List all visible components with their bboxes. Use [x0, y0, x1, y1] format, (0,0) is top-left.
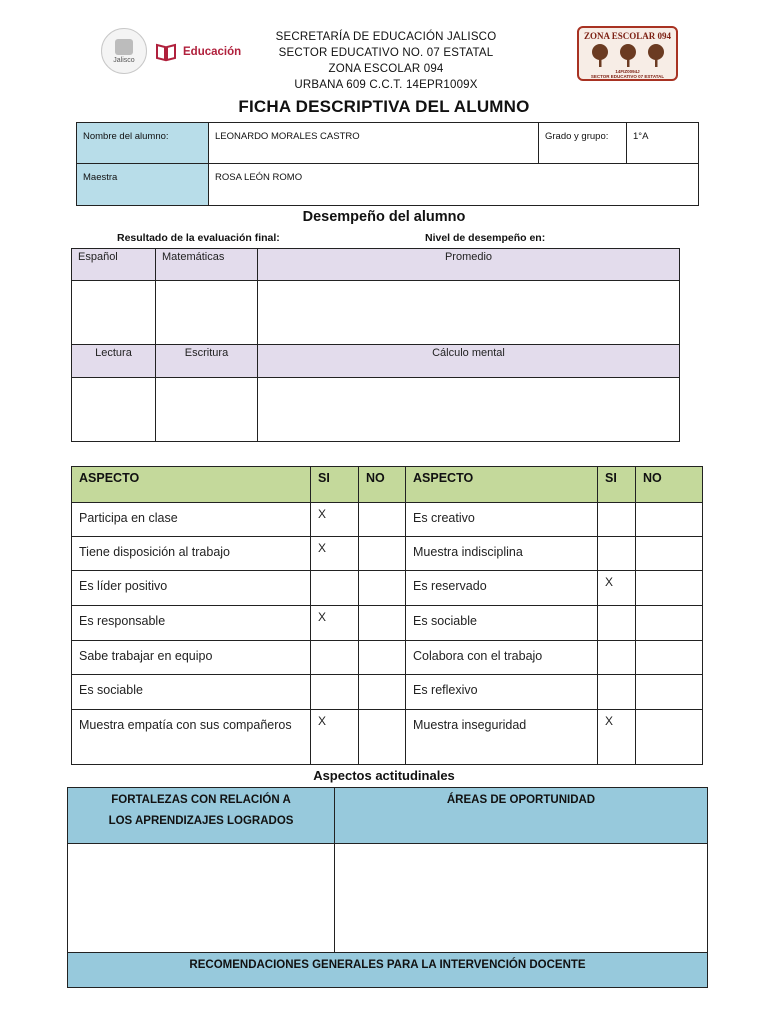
book-icon: [155, 42, 177, 62]
aspect-right-row-5: Colabora con el trabajo: [405, 640, 598, 675]
header-line-1: SECRETARÍA DE EDUCACIÓN JALISCO: [275, 31, 497, 43]
aspect-right-no-row-6[interactable]: [635, 674, 703, 710]
educacion-logo-text: Educación: [183, 46, 242, 58]
opportunity-body[interactable]: [334, 843, 708, 953]
jalisco-logo-text: Jalisco: [113, 56, 135, 64]
aspect-left-no-row-6[interactable]: [358, 674, 406, 710]
zona-escolar-badge: [577, 26, 678, 81]
aspect-left-row-1: Participa en clase: [71, 502, 311, 537]
aspect-left-no-row-1[interactable]: [358, 502, 406, 537]
aspect-left-no-row-7[interactable]: [358, 709, 406, 765]
student-name-label: Nombre del alumno:: [76, 122, 209, 164]
strengths-body[interactable]: [67, 843, 335, 953]
aspect-header-left: ASPECTO: [71, 466, 311, 503]
perf-header-matematicas: Matemáticas: [155, 248, 258, 281]
aspect-right-si-row-1[interactable]: [597, 502, 636, 537]
aspect-right-si-row-3[interactable]: X: [597, 570, 636, 606]
final-result-label: Resultado de la evaluación final:: [117, 232, 280, 244]
aspect-header-left-no: NO: [358, 466, 406, 503]
perf-value-espanol[interactable]: [71, 280, 156, 345]
badge-trees: [579, 43, 676, 69]
strengths-header: [67, 787, 335, 844]
aspect-header-left-si: SI: [310, 466, 359, 503]
aspect-right-si-row-7[interactable]: X: [597, 709, 636, 765]
strengths-header-text: FORTALEZAS CON RELACIÓN A LOS APRENDIZAJES LOGRADOS: [108, 794, 294, 827]
aspect-left-si-row-7[interactable]: X: [310, 709, 359, 765]
aspect-left-si-row-2[interactable]: X: [310, 536, 359, 571]
perf-header-calculo-mental: Cálculo mental: [257, 344, 680, 378]
aspect-right-row-2: Muestra indisciplina: [405, 536, 598, 571]
aspect-left-si-row-4[interactable]: X: [310, 605, 359, 641]
perf-header-promedio: Promedio: [257, 248, 680, 281]
jalisco-emblem-icon: [115, 39, 133, 55]
tree-icon: [643, 43, 669, 69]
aspect-left-no-row-5[interactable]: [358, 640, 406, 675]
aspect-left-row-3: Es líder positivo: [71, 570, 311, 606]
educacion-logo: [155, 42, 241, 62]
aspect-header-right-no: NO: [635, 466, 703, 503]
perf-header-espanol: Español: [71, 248, 156, 281]
page-title: FICHA DESCRIPTIVA DEL ALUMNO: [238, 97, 530, 116]
aspect-right-row-3: Es reservado: [405, 570, 598, 606]
aspect-left-row-6: Es sociable: [71, 674, 311, 710]
tree-icon: [615, 43, 641, 69]
aspect-right-no-row-3[interactable]: [635, 570, 703, 606]
aspect-right-si-row-4[interactable]: [597, 605, 636, 641]
tree-icon: [587, 43, 613, 69]
aspect-right-si-row-5[interactable]: [597, 640, 636, 675]
teacher-value: ROSA LEÓN ROMO: [208, 163, 699, 206]
perf-header-lectura: Lectura: [71, 344, 156, 378]
student-name-value: LEONARDO MORALES CASTRO: [208, 122, 539, 164]
aspect-left-no-row-4[interactable]: [358, 605, 406, 641]
performance-level-label: Nivel de desempeño en:: [425, 232, 546, 244]
aspect-left-no-row-3[interactable]: [358, 570, 406, 606]
perf-value-matematicas[interactable]: [155, 280, 258, 345]
aspects-caption: Aspectos actitudinales: [313, 768, 455, 783]
aspect-right-row-7: Muestra inseguridad: [405, 709, 598, 765]
aspect-left-si-row-5[interactable]: [310, 640, 359, 675]
aspect-right-row-4: Es sociable: [405, 605, 598, 641]
header-line-3: ZONA ESCOLAR 094: [328, 63, 444, 75]
perf-value-promedio[interactable]: [257, 280, 680, 345]
aspect-right-row-6: Es reflexivo: [405, 674, 598, 710]
aspect-right-no-row-4[interactable]: [635, 605, 703, 641]
aspect-header-right: ASPECTO: [405, 466, 598, 503]
aspect-right-si-row-2[interactable]: [597, 536, 636, 571]
aspect-left-row-4: Es responsable: [71, 605, 311, 641]
grade-value: 1°A: [626, 122, 699, 164]
aspect-left-si-row-1[interactable]: X: [310, 502, 359, 537]
aspect-header-right-si: SI: [597, 466, 636, 503]
institution-header: [230, 29, 542, 93]
badge-title: ZONA ESCOLAR 094: [583, 31, 672, 41]
performance-section-title: Desempeño del alumno: [302, 209, 466, 225]
perf-value-lectura[interactable]: [71, 377, 156, 442]
badge-footer-code: 14FIZ0094J: [615, 69, 640, 74]
aspect-left-no-row-2[interactable]: [358, 536, 406, 571]
aspect-left-row-2: Tiene disposición al trabajo: [71, 536, 311, 571]
aspect-left-row-7: Muestra empatía con sus compañeros: [71, 709, 311, 765]
perf-value-escritura[interactable]: [155, 377, 258, 442]
opportunity-header: ÁREAS DE OPORTUNIDAD: [334, 787, 708, 844]
aspect-left-si-row-6[interactable]: [310, 674, 359, 710]
jalisco-logo: [101, 28, 147, 74]
grade-label: Grado y grupo:: [538, 122, 627, 164]
aspect-right-si-row-6[interactable]: [597, 674, 636, 710]
header-line-4: URBANA 609 C.C.T. 14EPR1009X: [294, 79, 478, 91]
aspect-right-no-row-1[interactable]: [635, 502, 703, 537]
aspect-left-row-5: Sabe trabajar en equipo: [71, 640, 311, 675]
aspect-right-no-row-2[interactable]: [635, 536, 703, 571]
recommendations-header: RECOMENDACIONES GENERALES PARA LA INTERVENCIÓN DOCENTE: [67, 952, 708, 988]
aspect-left-si-row-3[interactable]: [310, 570, 359, 606]
header-line-2: SECTOR EDUCATIVO NO. 07 ESTATAL: [278, 47, 494, 59]
aspect-right-row-1: Es creativo: [405, 502, 598, 537]
teacher-label: Maestra: [76, 163, 209, 206]
aspect-right-no-row-5[interactable]: [635, 640, 703, 675]
perf-header-escritura: Escritura: [155, 344, 258, 378]
perf-value-calculo-mental[interactable]: [257, 377, 680, 442]
aspect-right-no-row-7[interactable]: [635, 709, 703, 765]
badge-footer-sector: SECTOR EDUCATIVO 07 ESTATAL: [590, 74, 665, 79]
